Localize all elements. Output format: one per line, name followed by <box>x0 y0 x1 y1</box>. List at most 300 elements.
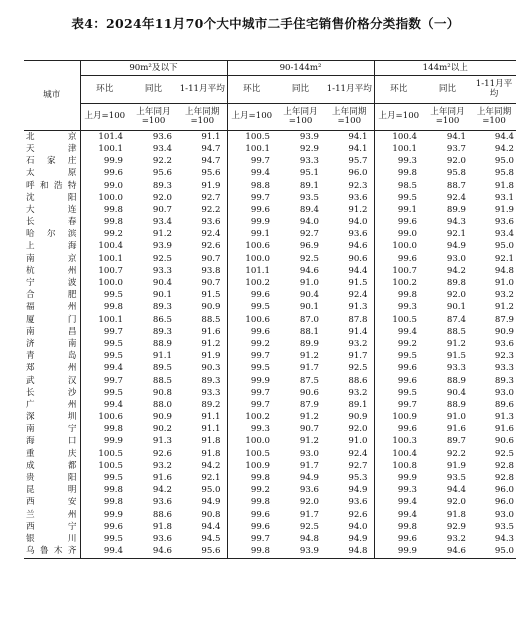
value-cell: 89.1 <box>325 399 374 411</box>
value-cell: 99.9 <box>397 473 417 484</box>
value-cell: 99.7 <box>250 387 270 398</box>
value-cell: 92.3 <box>325 180 374 192</box>
value-cell: 99.9 <box>250 375 270 386</box>
value-cell: 95.8 <box>494 168 515 179</box>
value-cell: 100.5 <box>98 460 123 471</box>
sub-header: 1-11月平均 <box>325 76 374 104</box>
value-cell: 92.7 <box>325 460 374 472</box>
table-title: 表4：2024年11月70个大中城市二手住宅销售价格分类指数（一） <box>71 16 460 31</box>
value-cell: 99.2 <box>103 229 123 240</box>
table-row <box>24 204 516 216</box>
table-row <box>24 509 516 521</box>
value-cell: 99.8 <box>103 302 123 313</box>
value-cell: 98.8 <box>250 180 270 191</box>
value-cell: 91.2 <box>325 204 374 216</box>
value-cell: 99.5 <box>250 302 270 313</box>
value-cell: 91.2 <box>299 412 319 423</box>
value-cell: 91.2 <box>299 351 319 362</box>
value-cell: 99.8 <box>103 217 123 228</box>
value-cell: 89.3 <box>178 375 227 387</box>
value-cell: 94.6 <box>299 265 319 276</box>
value-cell: 101.4 <box>98 131 123 142</box>
table-row <box>24 472 516 484</box>
value-cell: 91.7 <box>325 350 374 362</box>
value-cell: 99.5 <box>103 351 123 362</box>
city-cell: 银川 <box>24 533 80 545</box>
value-cell: 99.6 <box>397 253 417 264</box>
value-cell: 91.9 <box>446 460 466 471</box>
value-cell: 93.3 <box>494 363 515 374</box>
table-row <box>24 533 516 545</box>
value-cell: 89.8 <box>446 278 466 289</box>
value-cell: 92.1 <box>178 472 227 484</box>
value-cell: 99.4 <box>250 168 270 179</box>
value-cell: 93.6 <box>494 217 515 228</box>
value-cell: 94.6 <box>423 545 472 558</box>
value-cell: 100.0 <box>98 278 123 289</box>
value-cell: 95.0 <box>494 156 515 167</box>
value-cell: 88.5 <box>152 375 172 386</box>
value-cell: 99.7 <box>103 326 123 337</box>
city-cell: 广州 <box>24 399 80 411</box>
value-cell: 93.3 <box>299 156 319 167</box>
table-row <box>24 436 516 448</box>
value-cell: 92.0 <box>446 497 466 508</box>
value-cell: 92.4 <box>446 192 466 203</box>
value-cell: 92.2 <box>178 204 227 216</box>
value-cell: 88.9 <box>446 399 466 410</box>
value-cell: 94.9 <box>325 484 374 496</box>
value-cell: 93.2 <box>494 290 515 301</box>
value-cell: 94.1 <box>446 131 466 142</box>
value-cell: 99.6 <box>250 204 270 215</box>
value-cell: 90.7 <box>299 424 319 435</box>
value-cell: 100.6 <box>245 241 270 252</box>
value-cell: 91.8 <box>178 448 227 460</box>
value-cell: 100.0 <box>245 436 270 447</box>
value-cell: 92.4 <box>178 229 227 241</box>
value-cell: 99.3 <box>250 424 270 435</box>
value-cell: 91.8 <box>152 521 172 532</box>
table-row <box>24 253 516 265</box>
value-cell: 90.8 <box>152 387 172 398</box>
base-header: 上年同期=100 <box>325 104 374 131</box>
value-cell: 89.1 <box>299 180 319 191</box>
value-cell: 98.5 <box>397 180 417 191</box>
value-cell: 100.5 <box>245 131 270 142</box>
table-row <box>24 326 516 338</box>
value-cell: 93.2 <box>446 533 466 544</box>
value-cell: 92.0 <box>152 192 172 203</box>
value-cell: 91.7 <box>299 460 319 471</box>
value-cell: 94.7 <box>178 143 227 155</box>
value-cell: 91.0 <box>325 436 374 448</box>
value-cell: 99.7 <box>103 375 123 386</box>
sub-header: 同比 <box>276 76 325 104</box>
base-header: 上年同月=100 <box>129 104 178 131</box>
table-row <box>24 265 516 277</box>
table-row <box>24 363 516 375</box>
city-cell: 郑州 <box>24 363 80 375</box>
table-row <box>24 131 516 144</box>
value-cell: 95.7 <box>325 155 374 167</box>
value-cell: 89.2 <box>178 399 227 411</box>
value-cell: 99.4 <box>103 399 123 410</box>
table-row <box>24 302 516 314</box>
value-cell: 100.1 <box>245 143 270 154</box>
value-cell: 91.9 <box>178 350 227 362</box>
value-cell: 100.7 <box>98 265 123 276</box>
value-cell: 90.4 <box>152 278 172 289</box>
value-cell: 99.5 <box>103 533 123 544</box>
value-cell: 87.4 <box>446 314 466 325</box>
sub-header-row <box>24 76 516 104</box>
value-cell: 99.6 <box>103 521 123 532</box>
value-cell: 95.0 <box>178 484 227 496</box>
value-cell: 95.0 <box>494 241 515 252</box>
value-cell: 91.0 <box>446 412 466 423</box>
value-cell: 92.1 <box>494 253 515 264</box>
value-cell: 99.5 <box>103 473 123 484</box>
value-cell: 90.7 <box>178 277 227 289</box>
value-cell: 91.5 <box>178 289 227 301</box>
base-header: 上月=100 <box>374 104 423 131</box>
table-row <box>24 460 516 472</box>
city-cell: 海口 <box>24 436 80 448</box>
city-cell: 沈阳 <box>24 192 80 204</box>
city-cell: 长春 <box>24 216 80 228</box>
value-cell: 94.4 <box>325 265 374 277</box>
city-cell: 武汉 <box>24 375 80 387</box>
value-cell: 92.8 <box>494 473 515 484</box>
value-cell: 91.3 <box>494 412 515 423</box>
value-cell: 99.8 <box>103 204 123 215</box>
value-cell: 89.6 <box>494 399 515 410</box>
value-cell: 88.9 <box>152 338 172 349</box>
city-cell: 成都 <box>24 460 80 472</box>
value-cell: 89.9 <box>299 338 319 349</box>
value-cell: 100.1 <box>392 143 417 154</box>
value-cell: 93.2 <box>325 387 374 399</box>
value-cell: 90.4 <box>299 290 319 301</box>
value-cell: 95.6 <box>152 168 172 179</box>
table-row <box>24 484 516 496</box>
value-cell: 99.3 <box>397 302 417 313</box>
value-cell: 99.7 <box>397 399 417 410</box>
value-cell: 99.7 <box>250 533 270 544</box>
value-cell: 99.9 <box>374 545 423 558</box>
value-cell: 99.2 <box>250 338 270 349</box>
city-cell: 青岛 <box>24 350 80 362</box>
value-cell: 91.5 <box>325 277 374 289</box>
value-cell: 93.3 <box>178 387 227 399</box>
table-row <box>24 424 516 436</box>
value-cell: 90.7 <box>178 253 227 265</box>
value-cell: 87.9 <box>494 314 515 325</box>
value-cell: 94.2 <box>178 460 227 472</box>
city-cell: 西安 <box>24 497 80 509</box>
value-cell: 99.9 <box>103 436 123 447</box>
value-cell: 94.6 <box>129 545 178 558</box>
table-row <box>24 375 516 387</box>
base-header: 上月=100 <box>80 104 129 131</box>
value-cell: 100.0 <box>245 253 270 264</box>
value-cell: 94.4 <box>178 521 227 533</box>
value-cell: 90.7 <box>152 204 172 215</box>
table-row <box>24 180 516 192</box>
value-cell: 92.1 <box>446 229 466 240</box>
city-column-header: 城市 <box>24 61 80 131</box>
value-cell: 92.0 <box>325 424 374 436</box>
value-cell: 90.9 <box>325 411 374 423</box>
value-cell: 94.8 <box>325 545 374 558</box>
value-cell: 91.9 <box>494 204 515 215</box>
value-cell: 90.3 <box>178 363 227 375</box>
sub-header: 1-11月平均 <box>472 76 516 104</box>
value-cell: 99.6 <box>397 217 417 228</box>
sub-header: 1-11月平均 <box>178 76 227 104</box>
value-cell: 93.6 <box>299 485 319 496</box>
value-cell: 90.4 <box>446 387 466 398</box>
value-cell: 92.6 <box>178 241 227 253</box>
table-row <box>24 399 516 411</box>
value-cell: 90.9 <box>494 326 515 337</box>
value-cell: 94.3 <box>446 217 466 228</box>
value-cell: 96.0 <box>494 497 515 508</box>
table-row <box>24 411 516 423</box>
value-cell: 88.5 <box>178 314 227 326</box>
value-cell: 100.2 <box>245 412 270 423</box>
value-cell: 93.4 <box>152 217 172 228</box>
value-cell: 94.9 <box>299 473 319 484</box>
value-cell: 99.5 <box>250 363 270 374</box>
value-cell: 91.1 <box>178 411 227 423</box>
value-cell: 92.3 <box>494 351 515 362</box>
value-cell: 100.0 <box>392 241 417 252</box>
value-cell: 92.0 <box>446 156 466 167</box>
value-cell: 93.6 <box>325 229 374 241</box>
value-cell: 99.6 <box>397 533 417 544</box>
table-row <box>24 387 516 399</box>
value-cell: 94.2 <box>494 143 515 154</box>
value-cell: 91.6 <box>178 326 227 338</box>
table-row <box>24 350 516 362</box>
value-cell: 93.3 <box>152 265 172 276</box>
value-cell: 99.0 <box>397 229 417 240</box>
base-header: 上年同月=100 <box>423 104 472 131</box>
value-cell: 93.4 <box>494 229 515 240</box>
value-cell: 99.5 <box>103 290 123 301</box>
value-cell: 100.6 <box>245 314 270 325</box>
value-cell: 99.8 <box>227 545 276 558</box>
table-row <box>24 216 516 228</box>
value-cell: 94.0 <box>325 216 374 228</box>
value-cell: 90.1 <box>446 302 466 313</box>
value-cell: 99.6 <box>250 290 270 301</box>
value-cell: 92.5 <box>494 448 515 459</box>
value-cell: 99.2 <box>250 485 270 496</box>
value-cell: 99.8 <box>397 290 417 301</box>
value-cell: 91.8 <box>178 436 227 448</box>
city-cell: 南宁 <box>24 424 80 436</box>
value-cell: 90.1 <box>299 302 319 313</box>
table-row <box>24 545 516 558</box>
value-cell: 94.8 <box>299 533 319 544</box>
value-cell: 99.8 <box>250 497 270 508</box>
value-cell: 93.5 <box>494 521 515 532</box>
value-cell: 93.6 <box>325 497 374 509</box>
table-row <box>24 314 516 326</box>
value-cell: 90.9 <box>152 412 172 423</box>
value-cell: 88.7 <box>446 180 466 191</box>
value-cell: 99.4 <box>103 363 123 374</box>
value-cell: 99.2 <box>397 338 417 349</box>
value-cell: 92.0 <box>299 497 319 508</box>
value-cell: 92.7 <box>299 229 319 240</box>
value-cell: 87.0 <box>299 314 319 325</box>
table-row <box>24 289 516 301</box>
value-cell: 95.6 <box>178 545 227 558</box>
value-cell: 99.3 <box>397 156 417 167</box>
city-cell: 南昌 <box>24 326 80 338</box>
value-cell: 92.7 <box>178 192 227 204</box>
value-cell: 100.3 <box>392 436 417 447</box>
value-cell: 92.4 <box>325 448 374 460</box>
value-cell: 95.1 <box>299 168 319 179</box>
value-cell: 99.5 <box>103 338 123 349</box>
table-row <box>24 521 516 533</box>
value-cell: 87.9 <box>299 399 319 410</box>
value-cell: 99.6 <box>250 521 270 532</box>
value-cell: 99.4 <box>397 326 417 337</box>
value-cell: 95.6 <box>178 168 227 180</box>
value-cell: 99.7 <box>250 156 270 167</box>
value-cell: 94.7 <box>178 155 227 167</box>
value-cell: 100.2 <box>245 278 270 289</box>
value-cell: 96.0 <box>325 168 374 180</box>
value-cell: 93.6 <box>178 216 227 228</box>
base-header: 上月=100 <box>227 104 276 131</box>
city-cell: 太原 <box>24 168 80 180</box>
value-cell: 99.6 <box>250 509 270 520</box>
city-cell: 杭州 <box>24 265 80 277</box>
city-cell: 兰州 <box>24 509 80 521</box>
base-header: 上年同期=100 <box>472 104 516 131</box>
value-cell: 94.6 <box>325 241 374 253</box>
value-cell: 91.8 <box>494 180 515 191</box>
value-cell: 91.2 <box>178 338 227 350</box>
value-cell: 93.2 <box>325 338 374 350</box>
value-cell: 99.0 <box>103 180 123 191</box>
value-cell: 91.3 <box>325 302 374 314</box>
city-cell: 北京 <box>24 131 80 144</box>
table-body <box>24 131 516 559</box>
value-cell: 90.6 <box>494 436 515 447</box>
sub-header: 同比 <box>423 76 472 104</box>
value-cell: 91.3 <box>152 436 172 447</box>
value-cell: 94.4 <box>446 485 466 496</box>
value-cell: 93.8 <box>178 265 227 277</box>
value-cell: 88.6 <box>325 375 374 387</box>
value-cell: 92.8 <box>494 460 515 471</box>
value-cell: 99.8 <box>397 168 417 179</box>
city-cell: 长沙 <box>24 387 80 399</box>
value-cell: 93.6 <box>152 533 172 544</box>
value-cell: 89.9 <box>446 204 466 215</box>
value-cell: 99.1 <box>250 229 270 240</box>
table-row <box>24 448 516 460</box>
value-cell: 93.6 <box>325 192 374 204</box>
value-cell: 99.9 <box>103 156 123 167</box>
value-cell: 92.6 <box>152 448 172 459</box>
city-cell: 济南 <box>24 338 80 350</box>
sub-header: 环比 <box>80 76 129 104</box>
value-cell: 91.2 <box>446 338 466 349</box>
value-cell: 100.5 <box>98 448 123 459</box>
value-cell: 96.0 <box>494 485 515 496</box>
value-cell: 93.9 <box>276 545 325 558</box>
value-cell: 99.8 <box>103 485 123 496</box>
base-header: 上年同期=100 <box>178 104 227 131</box>
value-cell: 100.9 <box>392 412 417 423</box>
value-cell: 89.3 <box>152 180 172 191</box>
value-cell: 99.9 <box>250 217 270 228</box>
table-row <box>24 277 516 289</box>
value-cell: 99.4 <box>397 509 417 520</box>
value-cell: 100.5 <box>392 314 417 325</box>
group-header-medium: 90-144m² <box>227 61 374 76</box>
price-index-table <box>24 60 516 559</box>
city-cell: 合肥 <box>24 289 80 301</box>
value-cell: 93.2 <box>152 460 172 471</box>
city-cell: 西宁 <box>24 521 80 533</box>
value-cell: 93.1 <box>494 192 515 203</box>
city-cell: 福州 <box>24 302 80 314</box>
value-cell: 100.8 <box>392 460 417 471</box>
value-cell: 92.2 <box>446 448 466 459</box>
group-header-small: 90m²及以下 <box>80 61 227 76</box>
value-cell: 91.4 <box>325 326 374 338</box>
value-cell: 92.5 <box>152 253 172 264</box>
value-cell: 93.3 <box>446 363 466 374</box>
value-cell: 91.0 <box>299 278 319 289</box>
base-header: 上年同月=100 <box>276 104 325 131</box>
value-cell: 91.1 <box>178 424 227 436</box>
value-cell: 94.0 <box>299 217 319 228</box>
value-cell: 91.6 <box>446 424 466 435</box>
value-cell: 99.5 <box>397 387 417 398</box>
value-cell: 91.1 <box>152 351 172 362</box>
value-cell: 96.9 <box>299 241 319 252</box>
table-row <box>24 192 516 204</box>
value-cell: 94.2 <box>152 485 172 496</box>
value-cell: 99.6 <box>250 326 270 337</box>
value-cell: 99.8 <box>103 424 123 435</box>
value-cell: 91.7 <box>299 509 319 520</box>
value-cell: 88.0 <box>152 399 172 410</box>
value-cell: 93.9 <box>299 131 319 142</box>
value-cell: 89.4 <box>299 204 319 215</box>
sub-header: 同比 <box>129 76 178 104</box>
value-cell: 94.1 <box>325 131 374 144</box>
value-cell: 99.6 <box>397 424 417 435</box>
table-row <box>24 338 516 350</box>
value-cell: 92.9 <box>299 143 319 154</box>
value-cell: 91.8 <box>446 509 466 520</box>
table-row <box>24 155 516 167</box>
value-cell: 93.6 <box>152 131 172 142</box>
value-cell: 100.5 <box>245 448 270 459</box>
